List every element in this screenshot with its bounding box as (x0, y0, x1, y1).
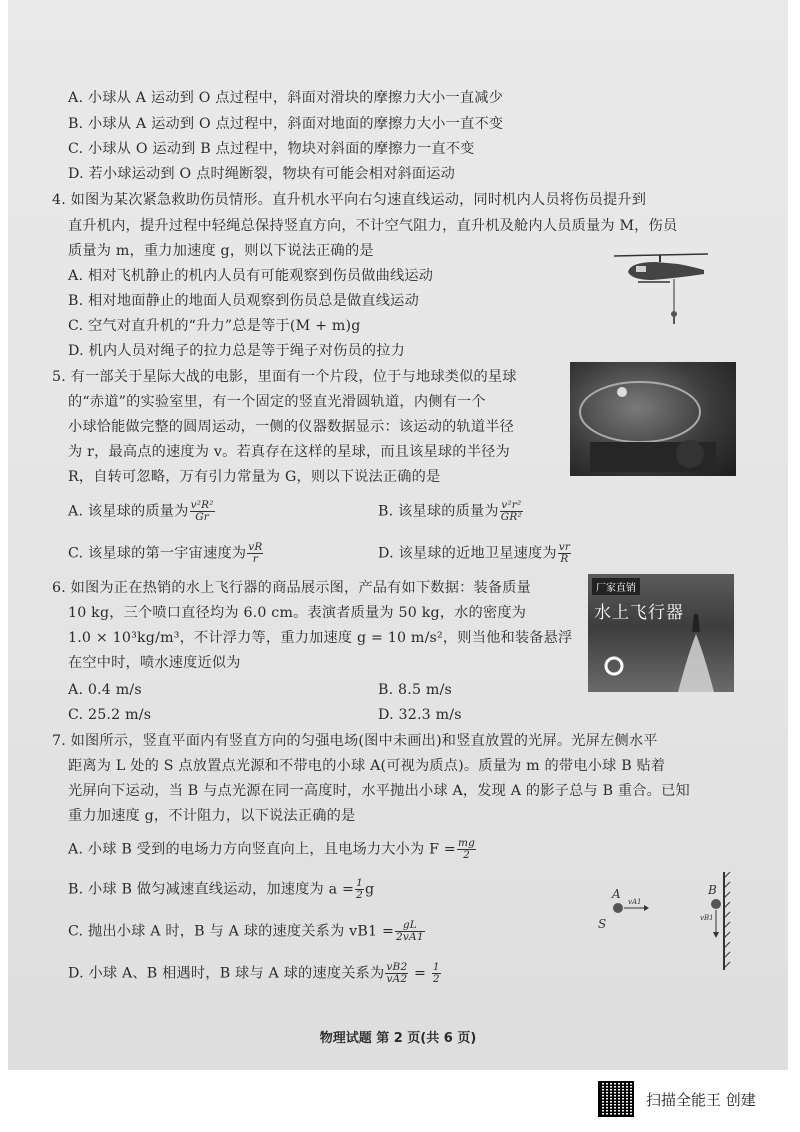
helicopter-figure (608, 248, 718, 328)
q5-b-fraction: $\frac{\text{v²r²}}{\text{GR²}}$ (500, 499, 522, 523)
fig-label-s: S (598, 917, 607, 931)
q5-option-a: A. 该星球的质量为 $\frac{\text{v²R²}}{Gr}$ (68, 499, 214, 523)
q7-option-b: B. 小球 B 做匀减速直线运动，加速度为 a = $\frac{1}{2}$ g (68, 877, 375, 901)
q4-stem-line2: 直升机内，提升过程中轻绳总保持竖直方向，不计空气阻力，直升机及舱内人员质量为 M，伤员 (68, 218, 678, 234)
q7-stem-line2: 距离为 L 处的 S 点放置点光源和不带电的小球 A(可视为质点)。质量为 m 的带电小球 B 贴着 (68, 758, 666, 774)
q6-option-c: C. 25.2 m/s (68, 707, 152, 723)
q6-stem-line1: 6. 如图为正在热销的水上飞行器的商品展示图，产品有如下数据：装备质量 (52, 580, 532, 596)
q7-stem-line1: 7. 如图所示，竖直平面内有竖直方向的匀强电场(图中未画出)和竖直放置的光屏。光屏左侧水平 (52, 733, 658, 749)
q7-d-fraction-left: $\frac{vB2}{vA2}$ (386, 961, 408, 985)
q4-option-b: B. 相对地面静止的地面人员观察到伤员总是做直线运动 (68, 293, 419, 309)
q7-diagram (578, 868, 748, 978)
q4-stem-line3: 质量为 m，重力加速度 g，则以下说法正确的是 (68, 243, 374, 259)
scanner-label: 扫描全能王 创建 (646, 1090, 756, 1109)
product-badge: 厂家直销 (592, 578, 640, 595)
q6-stem-line4: 在空中时，喷水速度近似为 (68, 655, 241, 671)
fig-label-va1: vA1 (628, 898, 642, 906)
q4-stem-line1: 4. 如图为某次紧急救助伤员情形。直升机水平向右匀速直线运动，同时机内人员将伤员提升到 (52, 192, 647, 208)
q5-stem-line2: 的“赤道”的实验室里，有一个固定的竖直光滑圆轨道，内侧有一个 (68, 394, 486, 410)
q5-stem-line3: 小球恰能做完整的圆周运动，一侧的仪器数据显示：该运动的轨道半径 (68, 419, 515, 435)
q7-option-d: D. 小球 A、B 相遇时，B 球与 A 球的速度关系为 $\frac{vB2}{vA2}$ = $\frac{1}{2}$ (68, 961, 440, 985)
q7-stem-line4: 重力加速度 g，不计阻力，以下说法正确的是 (68, 808, 356, 824)
page-footer: 物理试题 第 2 页(共 6 页) (319, 1031, 477, 1046)
q4-option-a: A. 相对飞机静止的机内人员有可能观察到伤员做曲线运动 (68, 268, 434, 284)
q5-stem-line5: R，自转可忽略，万有引力常量为 G，则以下说法正确的是 (68, 469, 441, 485)
q5-stem-line4: 为 r，最高点的速度为 v。若真存在这样的星球，而且该星球的半径为 (68, 444, 510, 460)
q7-c-fraction: $\frac{gL}{2vA1}$ (396, 919, 424, 943)
fig-label-b: B (708, 883, 717, 897)
q7-option-a: A. 小球 B 受到的电场力方向竖直向上，且电场力大小为 F = $\frac{mg}{2}$ (68, 837, 476, 861)
exam-page (8, 0, 788, 1070)
q7-d-fraction-right: $\frac{1}{2}$ (432, 961, 440, 985)
q3-option-b: B. 小球从 A 运动到 O 点过程中，斜面对地面的摩擦力大小一直不变 (68, 116, 504, 132)
q6-stem-line3: 1.0 × 10³kg/m³，不计浮力等，重力加速度 g = 10 m/s²，则当他和装备悬浮 (68, 630, 573, 646)
q7-a-fraction: $\frac{mg}{2}$ (458, 837, 476, 861)
q4-option-d: D. 机内人员对绳子的拉力总是等于绳子对伤员的拉力 (68, 343, 406, 359)
q6-option-d: D. 32.3 m/s (378, 707, 462, 723)
q3-option-a: A. 小球从 A 运动到 O 点过程中，斜面对滑块的摩擦力大小一直减少 (68, 90, 504, 106)
q7-option-c: C. 抛出小球 A 时，B 与 A 球的速度关系为 vB1 = $\frac{gL}{2vA1}$ (68, 919, 424, 943)
water-flyer-image (588, 574, 734, 692)
q7-stem-line3: 光屏向下运动，当 B 与点光源在同一高度时，水平抛出小球 A，发现 A 的影子总与 B 重合。已知 (68, 783, 690, 799)
q3-option-c: C. 小球从 O 运动到 B 点过程中，物块对斜面的摩擦力一直不变 (68, 141, 475, 157)
q5-stem-line1: 5. 有一部关于星际大战的电影，里面有一个片段，位于与地球类似的星球 (52, 369, 517, 385)
q5-c-fraction: $\frac{vR}{r}$ (248, 541, 263, 565)
qr-code-icon (598, 1081, 634, 1117)
q5-d-fraction: $\frac{vr}{R}$ (558, 541, 571, 565)
q3-option-d: D. 若小球运动到 O 点时绳断裂，物块有可能会相对斜面运动 (68, 166, 456, 182)
q7-b-fraction: $\frac{1}{2}$ (356, 877, 363, 901)
product-title: 水上飞行器 (594, 603, 684, 623)
q4-option-c: C. 空气对直升机的“升力”总是等于(M + m)g (68, 318, 361, 334)
q6-stem-line2: 10 kg，三个喷口直径均为 6.0 cm。表演者质量为 50 kg，水的密度为 (68, 605, 527, 621)
q5-option-d: D. 该星球的近地卫星速度为 $\frac{vr}{R}$ (378, 541, 571, 565)
fig-label-vb1: vB1 (700, 914, 714, 922)
fig-label-a: A (612, 887, 621, 901)
q5-option-c: C. 该星球的第一宇宙速度为 $\frac{vR}{r}$ (68, 541, 263, 565)
q5-option-b: B. 该星球的质量为 $\frac{\text{v²r²}}{\text{GR²}}$ (378, 499, 522, 523)
q6-option-a: A. 0.4 m/s (68, 682, 142, 698)
ball-a (613, 903, 623, 913)
q6-option-b: B. 8.5 m/s (378, 682, 453, 698)
starwars-scene-image (570, 362, 736, 476)
scanner-watermark (598, 1082, 756, 1116)
q5-a-fraction: $\frac{\text{v²R²}}{Gr}$ (190, 499, 214, 523)
ball-b (711, 899, 721, 909)
